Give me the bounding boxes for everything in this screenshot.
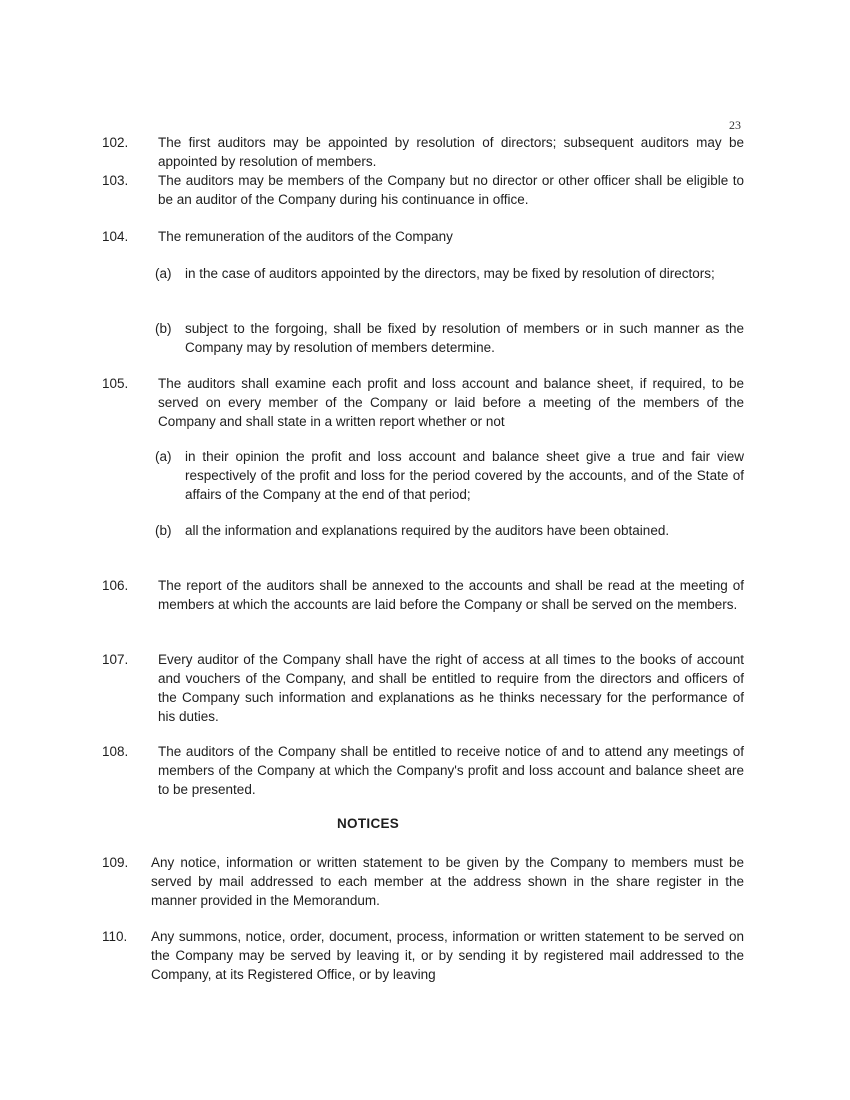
clause-number: 107. xyxy=(102,652,129,667)
page-number: 23 xyxy=(729,118,741,132)
clause-number: 102. xyxy=(102,135,129,150)
clause-number: 106. xyxy=(102,578,129,593)
clause-number: 103. xyxy=(102,173,129,188)
sub-label: (b) xyxy=(155,523,172,538)
clause-text: The report of the auditors shall be annexed to the accounts and shall be read at the meeting of members at which the accounts are laid before the Company or shall be served on the members. xyxy=(158,578,744,612)
clause-number: 105. xyxy=(102,376,129,391)
clause-number: 108. xyxy=(102,744,129,759)
clause-number: 110. xyxy=(102,929,128,944)
sub-text: subject to the forgoing, shall be fixed by resolution of members or in such manner as the Company may by resolution of members determine. xyxy=(185,321,744,355)
sub-text: all the information and explanations required by the auditors have been obtained. xyxy=(185,523,670,538)
clause-text: Any notice, information or written statement to be given by the Company to members must be served by mail addressed to each member at the address shown in the share register in the manner provided in the Memorandum. xyxy=(151,855,744,908)
sub-text: in their opinion the profit and loss account and balance sheet give a true and fair view respectively of the profit and loss for the period covered by the accounts, and of the State of affairs of the Company at the end of that period; xyxy=(185,449,744,502)
clause-text: The auditors shall examine each profit and loss account and balance sheet, if required, to be served on every member of the Company or laid before a meeting of the members of the Company and shall state in a written report whether or not xyxy=(158,376,744,429)
clause-text: Any summons, notice, order, document, process, information or written statement to be served on the Company may be served by leaving it, or by sending it by registered mail addressed to the Company, at its Registered Office, or by leaving xyxy=(151,929,744,982)
clause-text: The auditors of the Company shall be entitled to receive notice of and to attend any meetings of members of the Company at which the Company's profit and loss account and balance sheet are to be presented. xyxy=(158,744,744,797)
clause-text: The remuneration of the auditors of the Company xyxy=(158,229,453,244)
sub-text: in the case of auditors appointed by the directors, may be fixed by resolution of directors; xyxy=(185,266,715,281)
clause-text: Every auditor of the Company shall have the right of access at all times to the books of account and vouchers of the Company, and shall be entitled to require from the directors and officers of the Company such information and explanations as he thinks necessary for the performance of his duties. xyxy=(158,652,744,724)
sub-label: (a) xyxy=(155,266,172,281)
clause-text: The first auditors may be appointed by resolution of directors; subsequent auditors may be appointed by resolution of members. xyxy=(158,135,744,169)
clause-number: 109. xyxy=(102,855,129,870)
sub-label: (b) xyxy=(155,321,172,336)
section-heading-notices: NOTICES xyxy=(337,816,400,831)
clause-number: 104. xyxy=(102,229,129,244)
sub-label: (a) xyxy=(155,449,172,464)
clause-text: The auditors may be members of the Company but no director or other officer shall be eligible to be an auditor of the Company during his continuance in office. xyxy=(158,173,744,207)
